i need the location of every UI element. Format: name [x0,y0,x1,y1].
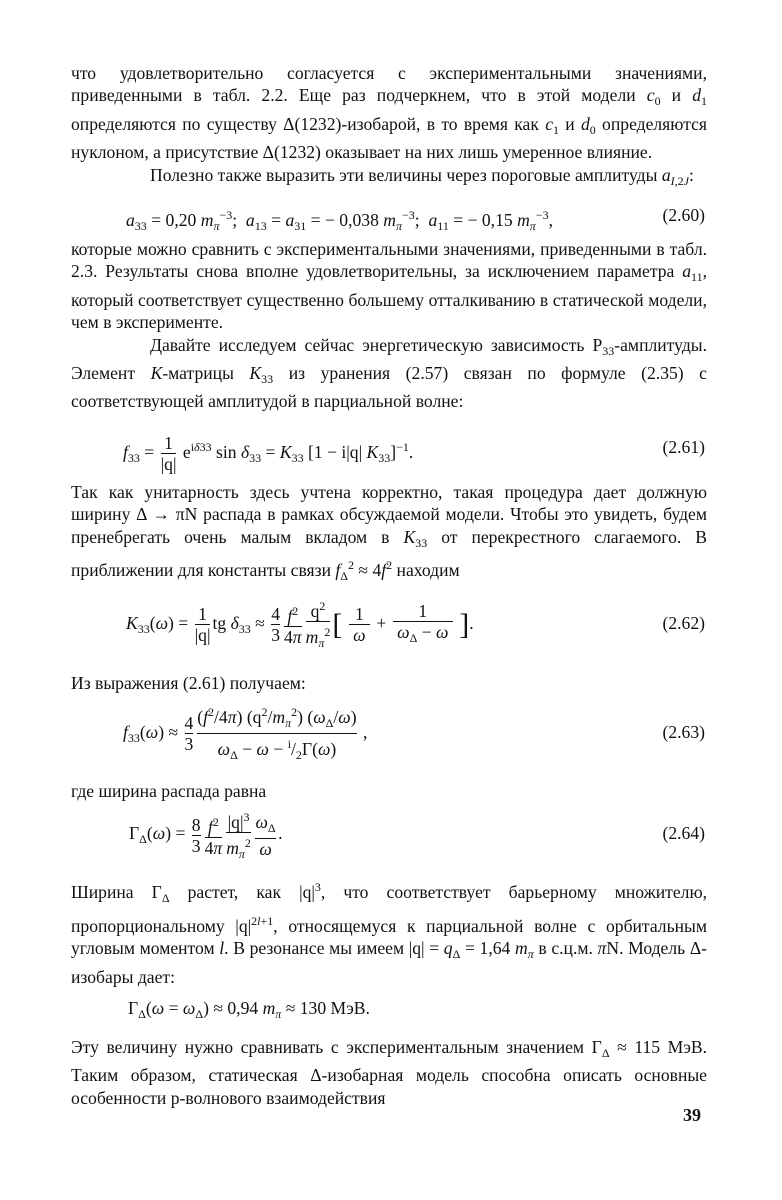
equation-2-60: $a_{33} = 0,20$ $m_\pi^{-3}$; $a_{13} = a_{31}$ = − 0,038 $m_\pi^{-3}$; $a_{11}$ = − 0,15 $m_\pi^{-3}$, (2.60) [71,192,707,238]
equation-2-63: $f_{33}(\omega)$ ≈ $\frac{4}{3}$ $\frac{(f^2/4\pi) (q^2/m_\pi^2) (\omega_\Delta/\omega)}{\omega_\Delta - \omega - ^i/_2\Gamma(\omega)}$ , (2.63) [71,698,707,766]
paragraph-6: Из выражения (2.61) получаем: [71,672,306,693]
equation-number: (2.61) [662,436,705,457]
equation-number: (2.60) [662,205,705,226]
paragraph-9: Эту величину нужно сравнивать с экспериментальным значением $\Gamma_\Delta \approx 115$ МэВ. Таким образом, статическая Δ-изобарная модель способна описать основные особенности p-волнового взаимодействия [71,1036,707,1108]
equation-2-61: $f_{33}$ = $\frac{1}{|q|}$ $e^{i\delta 33}$ $\sin \delta_{33} = K_{33}$ [1 − i|q| $K_{33}]^{-1}$. (2.61) [71,413,707,481]
equation-2-62: $K_{33}(\omega)$ = $\frac{1}{|q|}$ tg $\delta_{33}$ ≈ $\frac{4}{3}$ $\frac{f^2}{4\pi}$ $\frac{q^2}{m_\pi^2}$ [ $\frac{1}{\omega}$ + $\frac{1}{\omega_\Delta - \omega}$ ]. (2.62) [71,588,707,658]
equation-number: (2.63) [662,721,705,742]
paragraph-3: которые можно сравнить с экспериментальными значениями, приведенными в табл. 2.3. Результаты снова вполне удовлетворительны, за исключением параметра $a_{11}$, который соответствует существенно большему отталкиванию в статической модели, чем в эксперименте. [71,239,707,333]
equation-resonance: $\Gamma_\Delta(\omega = \omega_\Delta) \approx 0,94$ $m_\pi \approx 130$ МэВ. [128,997,370,1021]
paragraph-2: Полезно также выразить эти величины через пороговые амплитуды $a_{I,2J}$: [150,164,694,188]
equation-number: (2.64) [662,823,705,844]
paragraph-7: где ширина распада равна [71,780,267,801]
page-number: 39 [683,1105,701,1125]
paragraph-5: Так как унитарность здесь учтена корректно, такая процедура дает должную ширину Δ → πN распада в рамках обсуждаемой модели. Чтобы это увидеть, будем пренебрегать очень малым вкладом в $K_{33}$ от перекрестного слагаемого. В приближении для константы связи $f_\Delta^2 \approx 4f^2$ находим [71,481,707,584]
equation-number: (2.62) [662,612,705,633]
paragraph-8: Ширина $\Gamma_\Delta$ растет, как $|q|^3$, что соответствует барьерному множителю, пропорциональному $|q|^{2l+1}$, относящемуся к парциальной волне с орбитальным угловым моментом l. В резонансе мы имеем $|q| = q_\Delta = 1,64$ $m_\pi$ в с.ц.м. πN. Модель Δ-изобары дает: [71,880,707,987]
paragraph-1: что удовлетворительно согласуется с экспериментальными значениями, приведенными в табл. 2.2. Еще раз подчеркнем, что в этой модели $c_0$ и $d_1$ определяются по существу Δ(1232)-изобарой, в то время как $c_1$ и $d_0$ определяются нуклоном, а присутствие Δ(1232) оказывает на них лишь умеренное влияние. [71,63,708,163]
equation-2-64: $\Gamma_\Delta(\omega)$ = $\frac{8}{3}$ $\frac{f^2}{4\pi}$ $\frac{|q|^3}{m_\pi^2}$ $\frac{\omega_\Delta}{\omega}$ . (2.64) [71,802,707,864]
paragraph-4: Давайте исследуем сейчас энергетическую зависимость $P_{33}$-амплитуды. Элемент K-матрицы $K_{33}$ из уранения (2.57) связан по формуле (2.35) с соответствующей амплитудой в парциальной волне: [71,334,707,412]
page-body [71,62,707,1109]
